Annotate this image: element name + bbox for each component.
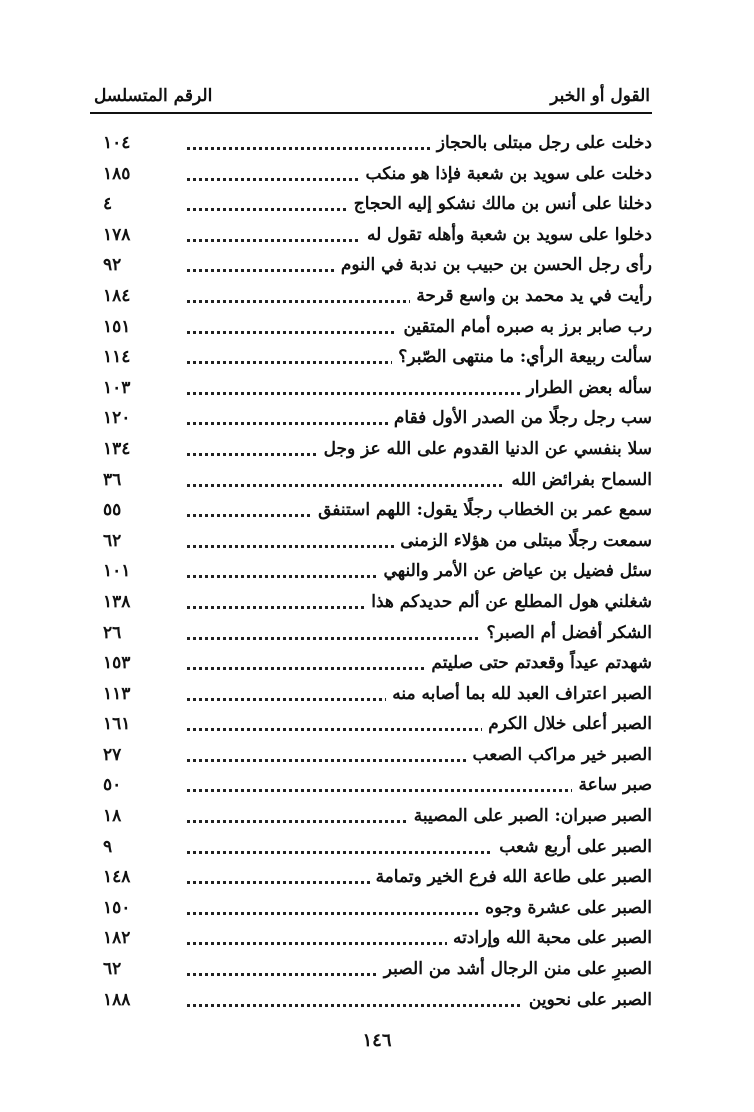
entry-serial-number: ١٣٤ [103, 438, 131, 459]
entry-serial-number: ١٦١ [103, 714, 131, 735]
index-entry [95, 223, 652, 254]
entry-text: الصبر على أربع شعب [493, 837, 652, 857]
entry-serial-number: ١٨ [103, 806, 122, 827]
entry-serial-number: ٦٢ [103, 959, 122, 980]
header-serial-column: الرقم المتسلسل [94, 86, 213, 106]
entry-serial-number: ١٨٨ [103, 989, 131, 1010]
entry-text: رأيت في يد محمد بن واسع قرحة [410, 286, 652, 306]
index-entry [95, 315, 652, 346]
entry-serial-number: ٢٧ [103, 744, 122, 765]
entry-serial-number: ١٠١ [103, 561, 131, 582]
entry-text: رأى رجل الحسن بن حبيب بن ندبة في النوم [335, 255, 652, 275]
index-entry [95, 437, 652, 468]
index-entries-list [95, 131, 652, 1018]
entry-serial-number: ١٠٤ [103, 133, 131, 153]
index-entry [95, 865, 652, 896]
index-entry [95, 529, 652, 560]
entry-text: الصبر على محبة الله وإرادته [447, 928, 652, 948]
index-entry [95, 131, 652, 162]
index-entry [95, 162, 652, 193]
entry-text: شهدتم عيداً وقعدتم حتى صليتم [425, 653, 652, 673]
entry-text: رب صابر برز به صبره أمام المتقين [397, 317, 652, 337]
entry-text: سئل فضيل بن عياض عن الأمر والنهي [377, 561, 652, 581]
entry-text: صبر ساعة [572, 775, 652, 795]
entry-text: الصبر أعلى خلال الكرم [482, 714, 652, 734]
index-entry [95, 406, 652, 437]
entry-text: السماح بفرائض الله [505, 470, 652, 490]
entry-serial-number: ٢٦ [103, 622, 122, 643]
entry-text: الصبر خير مراكب الصعب [467, 745, 652, 765]
entry-text: دخلنا على أنس بن مالك نشكو إليه الحجاج [348, 194, 652, 214]
table-header [90, 86, 652, 114]
entry-text: الشكر أفضل أم الصبر؟ [481, 623, 652, 643]
entry-text: الصبر اعتراف العبد لله بما أصابه منه [386, 684, 652, 704]
index-entry [95, 192, 652, 223]
index-entry [95, 896, 652, 927]
entry-serial-number: ١٥٣ [103, 653, 131, 674]
index-entry [95, 835, 652, 866]
entry-serial-number: ١٥١ [103, 316, 131, 337]
index-entry [95, 957, 652, 988]
entry-serial-number: ٤ [103, 194, 113, 215]
entry-serial-number: ٦٢ [103, 530, 122, 551]
entry-text: الصبر على عشرة وجوه [479, 898, 652, 918]
entry-serial-number: ٩٢ [103, 255, 122, 276]
entry-serial-number: ١٧٨ [103, 224, 131, 245]
header-saying-column: القول أو الخبر [550, 86, 650, 106]
entry-serial-number: ١٨٢ [103, 928, 131, 949]
index-entry [95, 498, 652, 529]
index-entry [95, 712, 652, 743]
index-entry [95, 743, 652, 774]
entry-serial-number: ١٣٨ [103, 591, 131, 612]
entry-text: سألت ربيعة الرأي: ما منتهى الصّبر؟ [392, 347, 652, 367]
entry-text: سمع عمر بن الخطاب رجلًا يقول: اللهم استنفق [312, 500, 652, 520]
entry-text: الصبر على نحوين [523, 990, 652, 1010]
index-entry [95, 926, 652, 957]
entry-serial-number: ١٨٤ [103, 285, 131, 306]
index-entry [95, 590, 652, 621]
entry-text: الصبر على طاعة الله فرع الخير وتمامة [370, 867, 652, 887]
entry-serial-number: ٥٠ [103, 775, 122, 796]
index-entry [95, 468, 652, 499]
entry-text: سأله بعض الطرار [521, 378, 652, 398]
index-entry [95, 559, 652, 590]
entry-serial-number: ٩ [103, 836, 113, 857]
entry-text: دخلت على رجل مبتلى بالحجاز [431, 133, 652, 153]
entry-text: الصبر صبران: الصبر على المصيبة [408, 806, 652, 826]
entry-serial-number: ٣٦ [103, 469, 122, 490]
entry-serial-number: ١٥٠ [103, 897, 131, 918]
entry-text: الصبرِ على منن الرجال أشد من الصبر [378, 959, 652, 979]
entry-serial-number: ١٢٠ [103, 408, 131, 429]
entry-serial-number: ١١٣ [103, 683, 131, 704]
entry-text: دخلت على سويد بن شعبة فإذا هو منكب [360, 164, 652, 184]
entry-text: دخلوا على سويد بن شعبة وأهله تقول له [361, 225, 652, 245]
index-entry [95, 345, 652, 376]
index-entry [95, 253, 652, 284]
index-entry [95, 376, 652, 407]
entry-serial-number: ١١٤ [103, 347, 131, 368]
index-entry [95, 773, 652, 804]
entry-text: سلا بنفسي عن الدنيا القدوم على الله عز وجل [318, 439, 652, 459]
index-entry [95, 804, 652, 835]
entry-serial-number: ١٨٥ [103, 163, 131, 184]
entry-serial-number: ١٠٣ [103, 377, 131, 398]
page-number: ١٤٦ [362, 1030, 392, 1051]
entry-text: سب رجل رجلًا من الصدر الأول فقام [388, 408, 652, 428]
index-entry [95, 651, 652, 682]
index-entry [95, 284, 652, 315]
entry-text: شغلني هول المطلع عن ألم حديدكم هذا [365, 592, 652, 612]
index-entry [95, 682, 652, 713]
index-entry [95, 988, 652, 1019]
entry-serial-number: ٥٥ [103, 500, 122, 521]
entry-serial-number: ١٤٨ [103, 867, 131, 888]
index-entry [95, 621, 652, 652]
entry-text: سمعت رجلًا مبتلى من هؤلاء الزمنى [394, 531, 652, 551]
